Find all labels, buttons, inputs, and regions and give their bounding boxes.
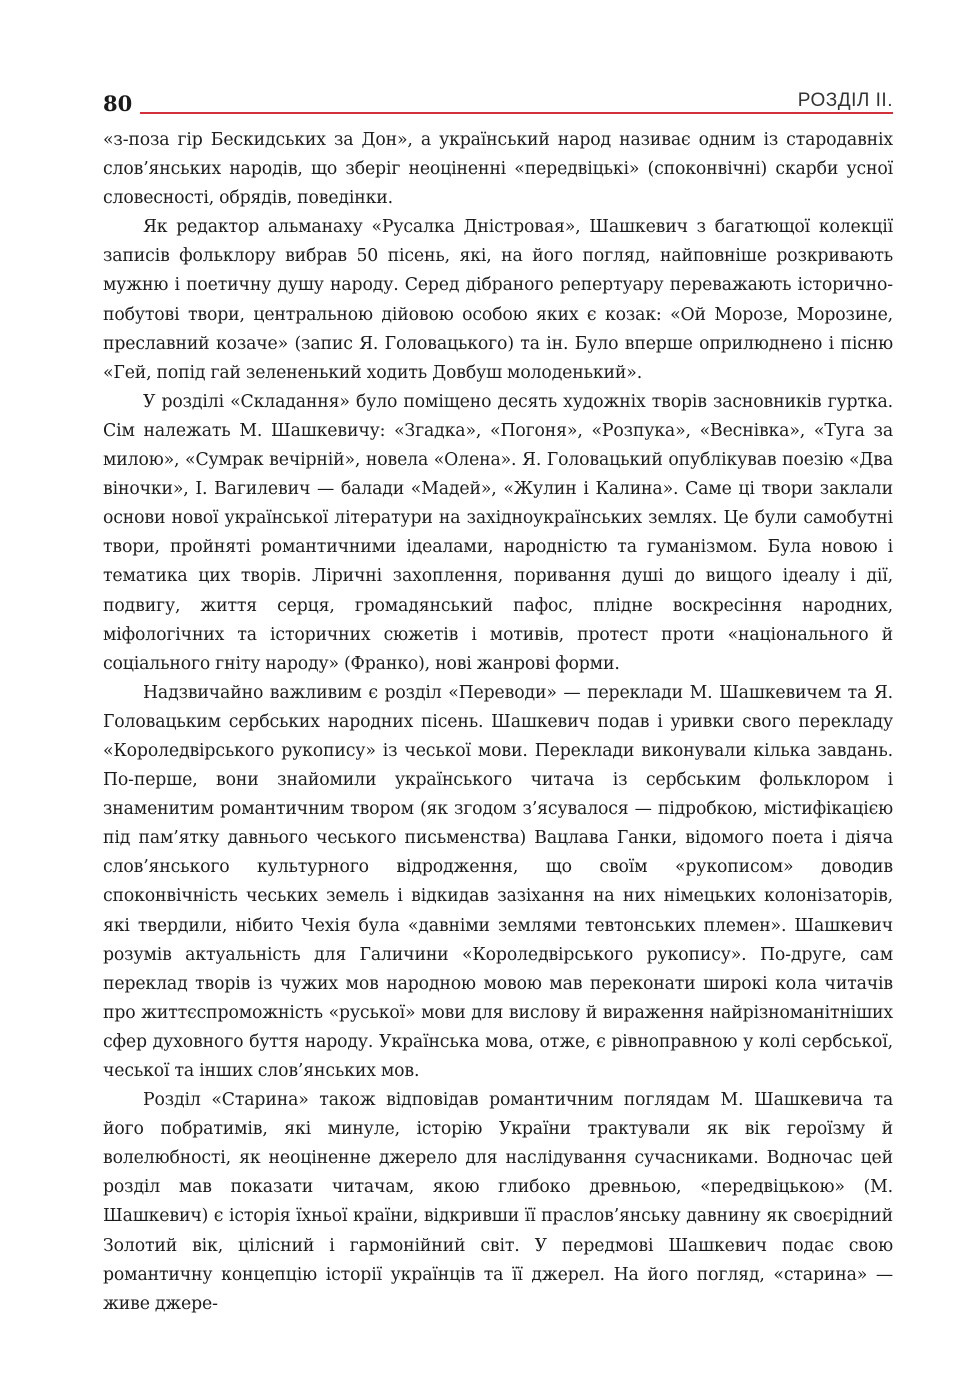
section-label: РОЗДІЛ ІІ. xyxy=(792,90,893,112)
paragraph-skladannia: У розділі «Складання» було поміщено десять художніх творів засновників гуртка. Сім належать М. Шашкевичу: «Згадка», «Погоня», «Розпука», «Веснівка», «Туга за милою», «Сумрак вечірній», новела «Олена». Я. Головацький опублікував поезію «Два віночки», І. Вагилевич — балади «Мадей», «Жулин і Калина». Саме ці твори заклали основи нової української літератури на західноукраїнських землях. Це були самобутні твори, пройняті романтичними ідеалами, народністю та гуманізмом. Була новою і тематика цих творів. Ліричні захоплення, поривання душі до вищого ідеалу і дії, подвигу, життя серця, громадянський пафос, плідне воскресіння народних, міфологічних та історичних сюжетів і мотивів, протест проти «національного й соціального гніту народу» (Франко), нові жанрові форми. xyxy=(103,391,893,674)
body-text xyxy=(103,126,893,1319)
paragraph-rusalka-editor: Як редактор альманаху «Русалка Дністровая», Шашкевич з багатющої колекції записів фольклору вибрав 50 пісень, які, на його погляд, найповніше розкривають мужню і поетичну душу народу. Серед дібраного репертуару переважають історично-побутові твори, центральною дійовою особою яких є козак: «Ой Морозе, Морозине, преславний козаче» (запис Я. Головацького) та ін. Було вперше оприлюднено і пісню «Гей, попід гай зелененький ходить Довбуш молоденький». xyxy=(103,217,893,383)
page-number: 80 xyxy=(103,91,133,116)
paragraph-continuation: «з-поза гір Бескидських за Дон», а український народ називає одним із стародавніх слов’янських народів, що зберіг неоціненні «передвіцькі» (споконвічні) скарби усної словесності, обрядів, поведінки. xyxy=(103,130,893,209)
paragraph-perevody: Надзвичайно важливим є розділ «Переводи» — переклади М. Шашкевичем та Я. Головацьким сербських народних пісень. Шашкевич подав і уривки свого перекладу «Короледвірського рукопису» із чеської мови. Переклади виконували кілька завдань. По-перше, вони знайомили українського читача із сербським фольклором і знаменитим романтичним твором (як згодом з’ясувалося — підробкою, містифікацією під пам’ятку давнього чеського письменства) Вацлава Ганки, відомого поета і діяча слов’янського культурного відродження, що своїм «рукописом» доводив споконвічність чеських земель і відкидав зазіхання на них німецьких колонізаторів, які твердили, нібито Чехія була «давніми землями тевтонських племен». Шашкевич розумів актуальність для Галичини «Короледвірського рукопису». По-друге, сам переклад творів із чужих мов народною мовою мав переконати широкі кола читачів про життєспроможність «руської» мови для вислову й вираження найрізноманітніших сфер духовного буття народу. Українська мова, отже, є рівноправною у колі сербської, чеської та інших слов’янських мов. xyxy=(103,682,893,1081)
paragraph-staryna: Розділ «Старина» також відповідав романтичним поглядам М. Шашкевича та його побратимів, які минуле, історію України трактували як вік героїзму й волелюбності, як неоціненне джерело для наслідування сучасниками. Водночас цей розділ мав показати читачам, якою глибоко древньою, «передвіцькою» (М. Шашкевич) є історія їхньої країни, відкривши її праслов’янську давнину як своєрідний Золотий вік, цілісний і гармонійний світ. У передмові Шашкевич подає свою романтичну концепцію історії українців та її джерел. На його погляд, «старина» — живе джере- xyxy=(103,1090,893,1314)
page-header xyxy=(103,90,893,120)
header-rule xyxy=(140,112,893,114)
